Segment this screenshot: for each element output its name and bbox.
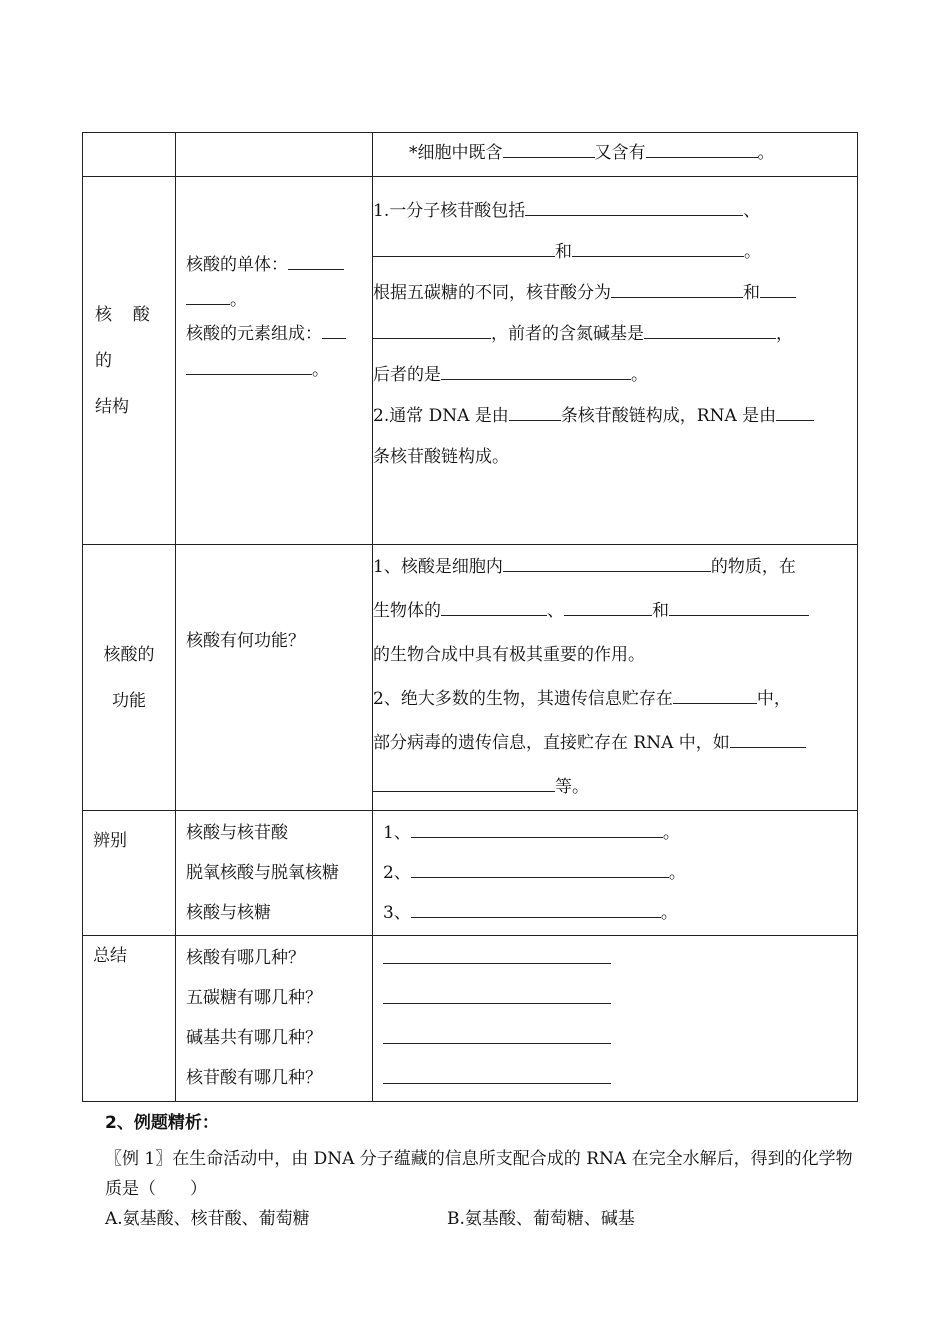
text: ，前者的含氮碱基是 — [491, 324, 644, 344]
list-item: 核苷酸有哪几种？ — [186, 1068, 322, 1088]
text: 根据五碳糖的不同，核苷酸分为 — [373, 283, 611, 303]
text: 条核苷酸链构成，RNA 是由 — [560, 406, 777, 426]
text: 的生物合成中具有极其重要的作用。 — [373, 645, 645, 665]
label-line: 核 酸 的 — [95, 304, 158, 371]
fill-blank[interactable] — [776, 403, 814, 421]
text: 生物体的 — [373, 601, 441, 621]
label-distinguish — [83, 811, 176, 936]
empty-cell — [176, 133, 373, 177]
question-function: 核酸有何功能？ — [186, 631, 305, 651]
table-row — [83, 811, 858, 936]
table-row — [83, 177, 858, 545]
fill-blank[interactable] — [644, 321, 776, 339]
label-summary — [83, 936, 176, 1102]
distinguish-items — [176, 811, 373, 936]
list-item: 五碳糖有哪几种？ — [186, 988, 322, 1008]
fill-blank[interactable] — [186, 357, 312, 375]
item-number: 1、 — [383, 823, 411, 843]
text: 1.一分子核苷酸包括 — [373, 201, 526, 221]
structure-answers — [373, 177, 858, 545]
fill-blank[interactable] — [441, 362, 631, 380]
fill-blank[interactable] — [441, 598, 547, 616]
fill-blank[interactable] — [383, 1026, 611, 1044]
label-structure — [83, 177, 176, 545]
fill-blank[interactable] — [730, 730, 806, 748]
list-item: 脱氧核酸与脱氧核糖 — [186, 863, 339, 883]
fill-blank[interactable] — [673, 686, 757, 704]
table-row — [83, 936, 858, 1102]
text: 、 — [743, 201, 761, 221]
fill-blank[interactable] — [564, 598, 652, 616]
option-a[interactable]: A.氨基酸、核苷酸、葡萄糖 — [105, 1209, 310, 1229]
fill-blank[interactable] — [373, 774, 555, 792]
summary-answers — [373, 936, 858, 1102]
text: 和 — [652, 601, 669, 621]
fill-blank[interactable] — [411, 820, 663, 838]
fill-blank[interactable] — [383, 946, 611, 964]
question-elements: 核酸的元素组成： — [186, 324, 322, 344]
fill-blank[interactable] — [669, 598, 809, 616]
text: 条核苷酸链构成。 — [373, 447, 509, 467]
question-monomer: 核酸的单体： — [186, 255, 288, 275]
label-line: 结构 — [95, 396, 129, 417]
text: 。 — [662, 823, 680, 843]
label-line: 功能 — [112, 690, 146, 711]
function-question — [176, 545, 373, 811]
text: 等。 — [555, 777, 589, 797]
text-end: 。 — [757, 143, 775, 163]
list-item: 碱基共有哪几种？ — [186, 1028, 322, 1048]
text: 。 — [660, 903, 678, 923]
fill-blank[interactable] — [186, 287, 230, 305]
fill-blank[interactable] — [288, 252, 344, 270]
label-function — [83, 545, 176, 811]
function-answers — [373, 545, 858, 811]
fill-blank[interactable] — [373, 321, 491, 339]
item-number: 3、 — [383, 903, 411, 923]
text: 2.通常 DNA 是由 — [373, 406, 509, 426]
fill-blank[interactable] — [611, 280, 743, 298]
fill-blank[interactable] — [411, 860, 669, 878]
text: 中， — [756, 689, 791, 709]
label-text: 总结 — [93, 946, 127, 966]
section-title: 2、例题精析： — [105, 1113, 219, 1133]
text: 和 — [555, 242, 572, 262]
text: 。 — [631, 365, 648, 385]
text: 、 — [547, 601, 564, 621]
table-row — [83, 545, 858, 811]
cell-both-contain — [373, 133, 858, 177]
fill-blank[interactable] — [383, 1066, 611, 1084]
text: 。 — [744, 242, 761, 262]
label-line: 核酸的 — [103, 644, 155, 665]
fill-blank[interactable] — [525, 198, 743, 216]
option-b[interactable]: B.氨基酸、葡萄糖、碱基 — [447, 1209, 635, 1229]
text: 1、核酸是细胞内 — [373, 557, 503, 577]
fill-blank[interactable] — [322, 321, 346, 339]
fill-blank[interactable] — [646, 140, 758, 158]
structure-questions — [176, 177, 373, 545]
table-row — [83, 133, 858, 177]
text: 后者的是 — [373, 365, 441, 385]
text-prefix: *细胞中既含 — [409, 143, 503, 163]
list-item: 核酸与核苷酸 — [186, 823, 288, 843]
list-item: 核酸有哪几种？ — [186, 948, 305, 968]
distinguish-answers — [373, 811, 858, 936]
fill-blank[interactable] — [509, 403, 561, 421]
text-end: 。 — [230, 290, 247, 310]
list-item: 核酸与核糖 — [186, 903, 271, 923]
fill-blank[interactable] — [373, 239, 555, 257]
label-text: 辨别 — [93, 831, 127, 851]
text: 2、绝大多数的生物，其遗传信息贮存在 — [373, 689, 673, 709]
text: 。 — [668, 863, 686, 883]
study-table — [82, 132, 858, 1102]
empty-cell — [83, 133, 176, 177]
text: 的物质，在 — [710, 557, 796, 577]
summary-questions — [176, 936, 373, 1102]
example-question: 〖例 1〗在生命活动中，由 DNA 分子蕴藏的信息所支配合成的 RNA 在完全水解后，得到的化学物质是（ ） — [105, 1149, 853, 1199]
fill-blank[interactable] — [503, 140, 595, 158]
text-mid: 又含有 — [594, 143, 646, 163]
fill-blank[interactable] — [411, 900, 661, 918]
text: ， — [776, 324, 793, 344]
fill-blank[interactable] — [503, 554, 711, 572]
fill-blank[interactable] — [760, 280, 796, 298]
fill-blank[interactable] — [383, 986, 611, 1004]
item-number: 2、 — [383, 863, 411, 883]
text: 和 — [743, 283, 760, 303]
fill-blank[interactable] — [572, 239, 744, 257]
text: 部分病毒的遗传信息，直接贮存在 RNA 中，如 — [373, 733, 730, 753]
text-end: 。 — [312, 360, 329, 380]
